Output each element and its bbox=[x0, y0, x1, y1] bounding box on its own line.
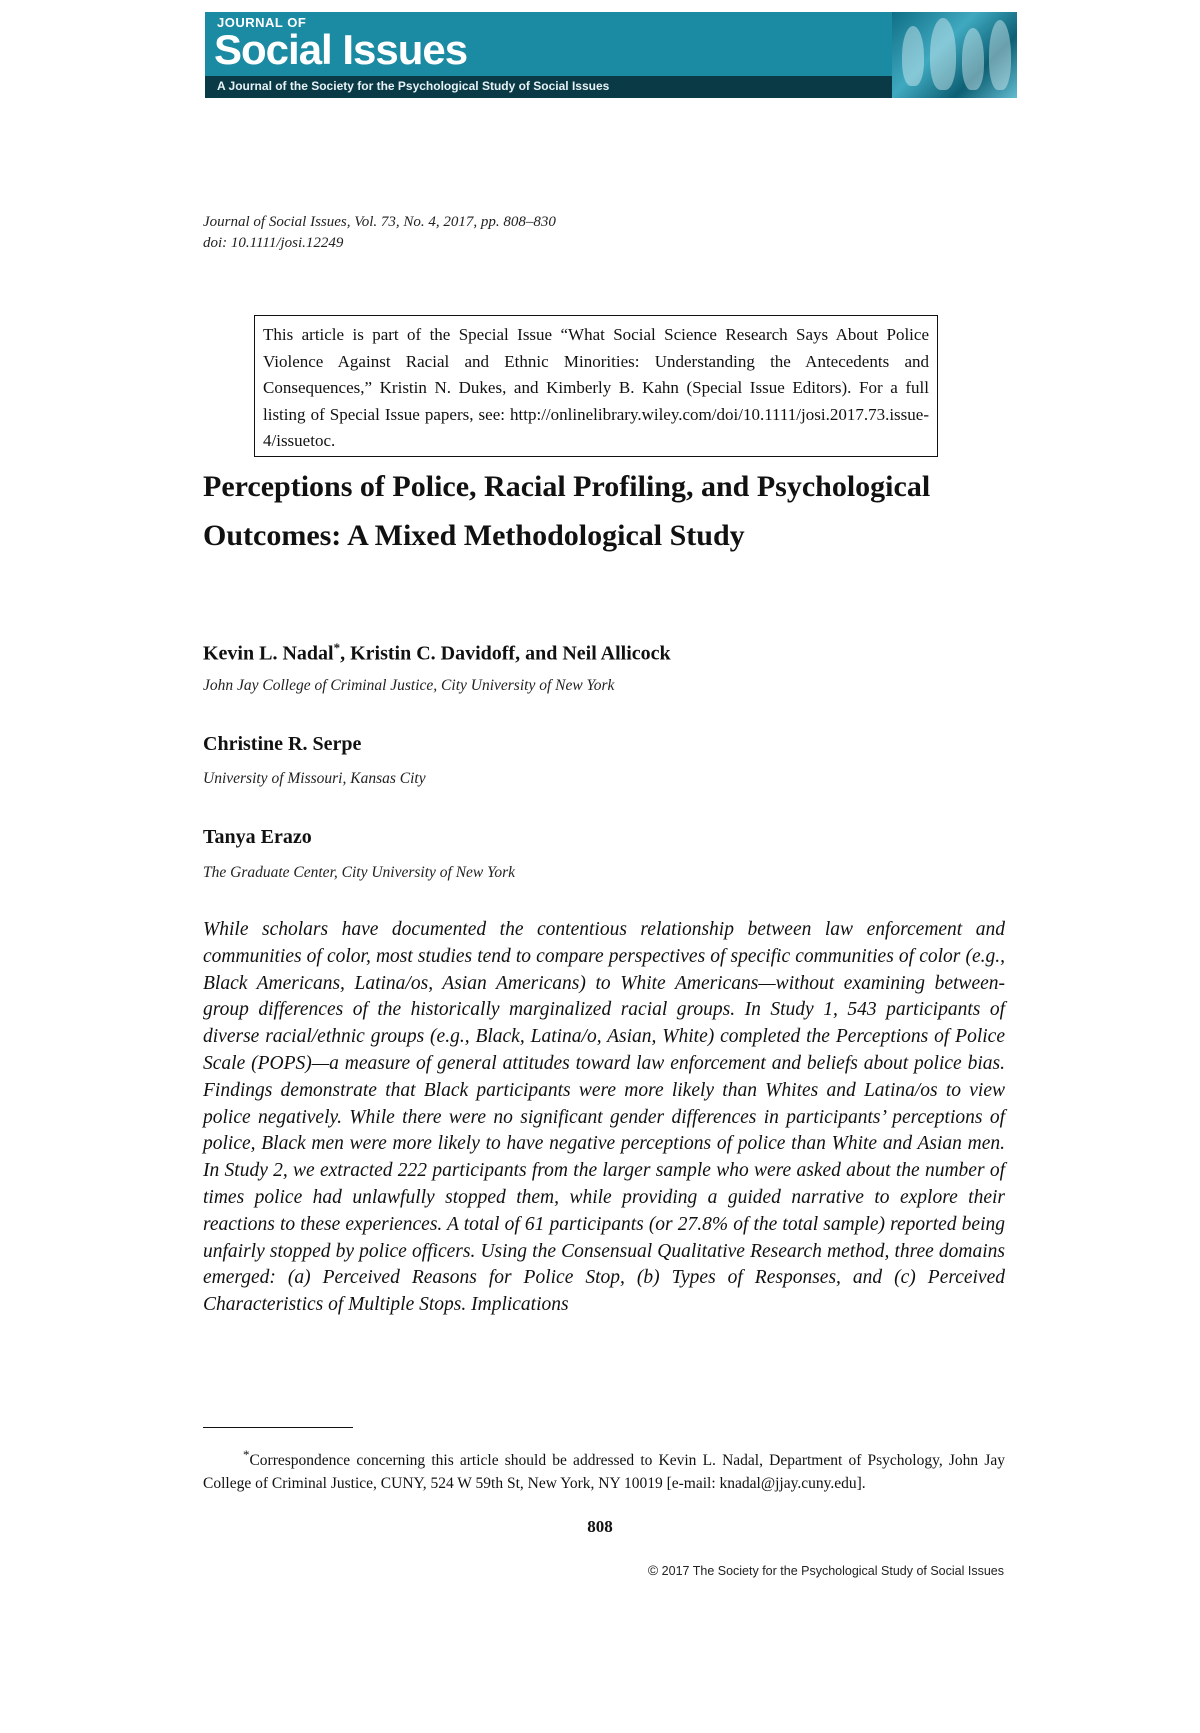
page-number: 808 bbox=[587, 1517, 613, 1536]
article-title: Perceptions of Police, Racial Profiling, and Psychological Outcomes: A Mixed Methodological Study bbox=[203, 470, 931, 552]
citation bbox=[203, 212, 556, 254]
affiliation-1: John Jay College of Criminal Justice, City University of New York bbox=[203, 677, 615, 694]
footnote bbox=[203, 1443, 1005, 1495]
journal-tagline: A Journal of the Society for the Psychological Study of Social Issues bbox=[217, 79, 610, 93]
footnote-mark: * bbox=[333, 640, 341, 655]
author-names: , Kristin C. Davidoff, and Neil Allicock bbox=[340, 642, 671, 665]
affiliation-3: The Graduate Center, City University of New York bbox=[203, 864, 515, 881]
citation-doi: doi: 10.1111/josi.12249 bbox=[203, 235, 344, 251]
author-names: Kevin L. Nadal bbox=[203, 642, 334, 665]
author-names: Christine R. Serpe bbox=[203, 733, 362, 755]
journal-name: Social Issues bbox=[214, 26, 468, 73]
author-line-2 bbox=[203, 733, 361, 756]
copyright-notice bbox=[648, 1562, 1004, 1578]
journal-of-label: JOURNAL OF bbox=[217, 15, 307, 30]
copyright-icon: © bbox=[647, 1562, 659, 1578]
special-issue-note: This article is part of the Special Issue “What Social Science Research Says About Police Violence Against Racial and Ethnic Minorities: Understanding the Antecedents and Consequences,” Kristin N. Dukes, and Kimberly B. Kahn (Special Issue Editors). For a full listing of Special Issue papers, see: http://onlinelibrary.wiley.com/doi/10.1111/josi.2017.73.issue-4/issuetoc. bbox=[254, 315, 938, 457]
footnote-text: Correspondence concerning this article should be addressed to Kevin L. Nadal, Department of Psychology, John Jay College of Criminal Justice, CUNY, 524 W 59th St, New York, NY 10019 [e-mail: knadal@jjay.cuny.edu]. bbox=[203, 1452, 1005, 1493]
affiliation-2: University of Missouri, Kansas City bbox=[203, 770, 426, 787]
author-line-3 bbox=[203, 826, 312, 849]
footnote-mark: * bbox=[243, 1447, 250, 1462]
author-names: Tanya Erazo bbox=[203, 826, 312, 848]
citation-volume: Journal of Social Issues, Vol. 73, No. 4, 2017, pp. 808–830 bbox=[203, 214, 556, 230]
footnote-rule bbox=[203, 1427, 353, 1428]
abstract: While scholars have documented the contentious relationship between law enforcement and communities of color, most studies tend to compare perspectives of specific communities of color (e.g., Black Americans, Latina/os, Asian Americans) to White Americans—without examining between-group differences of the historically marginalized racial groups. In Study 1, 543 participants of diverse racial/ethnic groups (e.g., Black, Latina/o, Asian, White) completed the Perceptions of Police Scale (POPS)—a measure of general attitudes toward law enforcement and beliefs about police bias. Findings demonstrate that Black participants were more likely than Whites and Latina/os to view police negatively. While there were no significant gender differences in participants’ perceptions of police, Black men were more likely to have negative perceptions of police than White and Asian men. In Study 2, we extracted 222 participants from the larger sample who were asked about the number of times police had unlawfully stopped them, while providing a guided narrative to explore their reactions to these experiences. A total of 61 participants (or 27.8% of the total sample) reported being unfairly stopped by police officers. Using the Consensual Qualitative Research method, three domains emerged: (a) Perceived Reasons for Police Stop, (b) Types of Responses, and (c) Perceived Characteristics of Multiple Stops. Implications bbox=[203, 919, 1005, 1316]
author-line-1 bbox=[203, 640, 671, 666]
banner-photo-image bbox=[892, 12, 1017, 98]
journal-banner bbox=[205, 12, 1017, 98]
copyright-text: 2017 The Society for the Psychological Study of Social Issues bbox=[661, 1564, 1004, 1578]
